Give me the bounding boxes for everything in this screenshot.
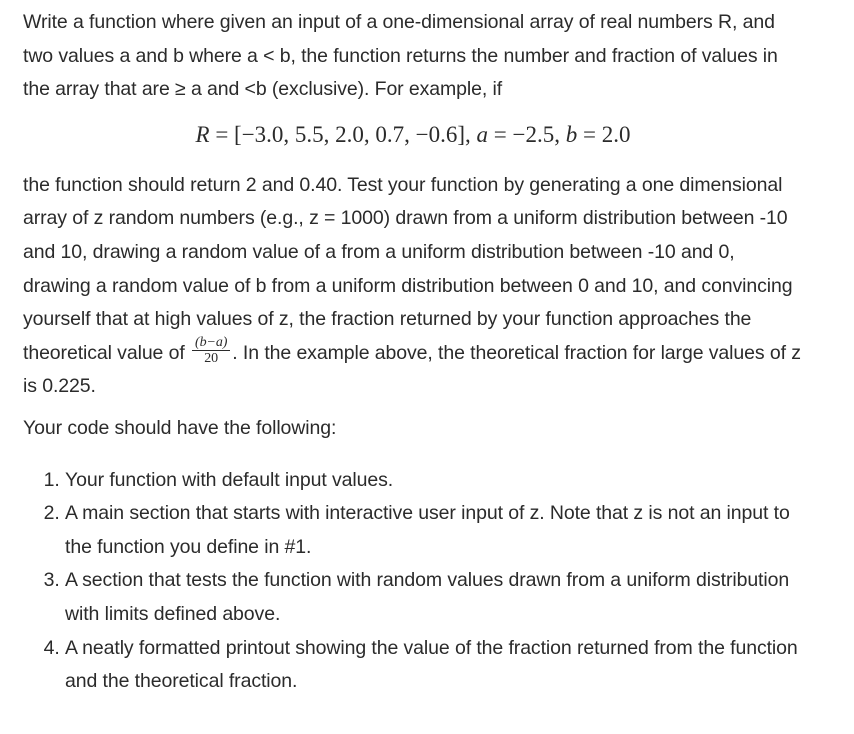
formula-a-symbol: a [476, 121, 489, 147]
intro-text-start: Write a function where given an input of a one-dimensional array of real numbers R, and two values a and b where a < b, the function returns the number and fraction of values in the array that are [23, 11, 778, 101]
document-body [23, 6, 803, 699]
formula-b-value: = 2.0 [577, 121, 631, 147]
formula-b-symbol: b [565, 121, 578, 147]
formula-r-symbol: R [195, 121, 210, 147]
fraction-denominator: 20 [204, 351, 219, 367]
requirements-list [23, 464, 803, 699]
theoretical-fraction [192, 335, 230, 366]
explanation-text-end: . In the example above, the theoretical fraction for large values of z is 0.225. [23, 341, 801, 398]
explanation-text-start: the function should return 2 and 0.40. Test your function by generating a one dimensional array of z random numbers (e.g., z = 1000) drawn from a uniform distribution between -10 and 10, drawing a random value of a from a uniform distribution between -10 and 0, drawing a random value of b from a uniform distribution between 0 and 10, and convincing yourself that at high values of z, the fraction returned by your function approaches the theoretical value of [23, 173, 793, 364]
list-item: 1. Your function with default input values. [65, 464, 803, 498]
list-item: 3. A section that tests the function with random values drawn from a uniform distribution with limits defined above. [65, 564, 803, 631]
formula-a-value: = −2.5, [488, 121, 566, 147]
greater-equal-symbol: ≥ [175, 78, 186, 101]
intro-paragraph [23, 6, 803, 107]
example-formula [23, 115, 803, 155]
requirements-lead: Your code should have the following: [23, 416, 337, 439]
fraction-numerator: (b−a) [192, 335, 230, 351]
list-item: 2. A main section that starts with interactive user input of z. Note that z is not an input to the function you define in #1. [65, 497, 803, 564]
intro-text-end: a and <b (exclusive). For example, if [185, 78, 503, 101]
formula-array: = [−3.0, 5.5, 2.0, 0.7, −0.6], [209, 121, 477, 147]
explanation-paragraph [23, 169, 803, 404]
list-item: 4. A neatly formatted printout showing the value of the fraction returned from the function and the theoretical fraction. [65, 632, 803, 699]
